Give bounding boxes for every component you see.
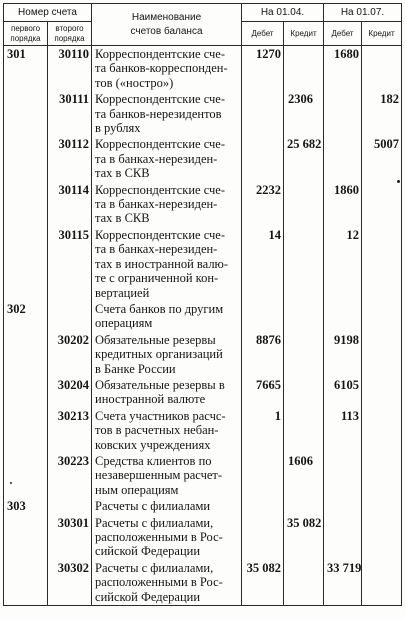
- account-name: [92, 560, 242, 606]
- period1-debit-value: 7665: [242, 377, 284, 408]
- second-order-account: 30301: [48, 515, 92, 560]
- first-order-account: 302: [4, 301, 48, 332]
- period2-debit-value: 1860: [324, 182, 362, 227]
- account-name: [92, 91, 242, 136]
- period2-credit-value: [362, 227, 402, 301]
- first-order-account: [4, 136, 48, 181]
- account-name-line: Счета участников расчс-: [95, 408, 226, 423]
- period1-credit-value: [284, 377, 324, 408]
- table-row: [4, 498, 402, 514]
- table-row: [4, 560, 402, 606]
- first-order-account: 301: [4, 46, 48, 92]
- account-name-line: незавершенным расчет-: [95, 468, 223, 483]
- period2-debit-value: [324, 136, 362, 181]
- account-name-line: тах в иностранной валю-: [95, 256, 229, 271]
- account-name-line: тах в СКВ: [95, 211, 150, 226]
- account-number-header: Номер счета: [4, 4, 92, 22]
- account-name-line: Средства клиентов по: [95, 453, 212, 468]
- second-order-header: [48, 22, 92, 46]
- account-name-line: ковских учреждениях: [95, 437, 211, 452]
- period2-credit-value: [362, 301, 402, 332]
- table-header: [4, 4, 402, 46]
- period2-debit-value: 6105: [324, 377, 362, 408]
- first-order-account: [4, 377, 48, 408]
- table-row: [4, 332, 402, 377]
- period2-debit-header: Дебет: [324, 22, 362, 46]
- period1-debit-value: 8876: [242, 332, 284, 377]
- period1-credit-value: [284, 46, 324, 92]
- table-row: [4, 408, 402, 453]
- second-order-account: 30112: [48, 136, 92, 181]
- account-name-line: кредитных организаций: [95, 347, 223, 362]
- period1-credit-value: [284, 408, 324, 453]
- first-order-account: [4, 560, 48, 606]
- period1-header: На 01.04.: [242, 4, 324, 22]
- account-name-line: та банков-корреспонден-: [95, 61, 228, 76]
- period2-credit-value: [362, 515, 402, 560]
- period1-credit-value: [284, 560, 324, 606]
- period1-debit-value: [242, 498, 284, 514]
- account-name-line: сийской Федерации: [95, 544, 201, 559]
- account-name-line: Корреспондентские сче-: [95, 137, 226, 152]
- period2-debit-value: 113: [324, 408, 362, 453]
- first-order-account: [4, 332, 48, 377]
- first-order-account: [4, 453, 48, 498]
- account-name-line: операциям: [95, 316, 153, 331]
- account-name-line: тах в СКВ: [95, 166, 150, 181]
- period2-credit-value: 182: [362, 91, 402, 136]
- period1-debit-value: [242, 91, 284, 136]
- period1-credit-value: 1606: [284, 453, 324, 498]
- print-speck: [397, 180, 400, 183]
- account-name-line: та в банках-нерезиден-: [95, 197, 218, 212]
- account-name: [92, 301, 242, 332]
- period1-debit-value: 1270: [242, 46, 284, 92]
- first-order-account: [4, 91, 48, 136]
- account-name-line: Корреспондентские сче-: [95, 92, 226, 107]
- period1-credit-header: Кредит: [284, 22, 324, 46]
- print-speck: [10, 482, 12, 484]
- table-row: [4, 301, 402, 332]
- second-order-account: 30110: [48, 46, 92, 92]
- order-header-label: второго порядка: [54, 23, 85, 43]
- table-row: [4, 46, 402, 92]
- period1-debit-value: [242, 453, 284, 498]
- first-order-account: [4, 408, 48, 453]
- first-order-account: [4, 227, 48, 301]
- account-name: [92, 227, 242, 301]
- period1-debit-header: Дебет: [242, 22, 284, 46]
- account-name-line: Корреспондентские сче-: [95, 182, 226, 197]
- period2-debit-value: 12: [324, 227, 362, 301]
- period2-credit-value: [362, 182, 402, 227]
- first-order-account: [4, 182, 48, 227]
- table-body: [4, 46, 402, 606]
- account-name-line: Счета банков по другим: [95, 301, 224, 316]
- period2-credit-value: [362, 498, 402, 514]
- period1-credit-value: [284, 301, 324, 332]
- period1-debit-value: 1: [242, 408, 284, 453]
- first-order-account: [4, 515, 48, 560]
- period2-debit-value: 1680: [324, 46, 362, 92]
- period2-debit-value: 9198: [324, 332, 362, 377]
- account-name-line: Расчеты с филиалами: [95, 499, 211, 514]
- second-order-account: [48, 301, 92, 332]
- order-header-label: первого порядка: [10, 23, 41, 43]
- period2-credit-value: 5007: [362, 136, 402, 181]
- first-order-header: [4, 22, 48, 46]
- period1-credit-value: 35 082: [284, 515, 324, 560]
- period2-credit-value: [362, 408, 402, 453]
- period2-debit-value: 33 719: [324, 560, 362, 606]
- period2-credit-value: [362, 332, 402, 377]
- table-row: [4, 515, 402, 560]
- period1-credit-value: [284, 182, 324, 227]
- period2-debit-value: [324, 91, 362, 136]
- account-name: [92, 46, 242, 92]
- account-name-line: та в банках-нерезиден-: [95, 151, 218, 166]
- account-name-line: Корреспондентские сче-: [95, 47, 226, 61]
- second-order-account: 30202: [48, 332, 92, 377]
- account-name-line: Обязательные резервы: [95, 332, 216, 347]
- period1-debit-value: 14: [242, 227, 284, 301]
- account-name-line: тов («ностро»): [95, 75, 174, 90]
- account-name-line: ным операциям: [95, 482, 179, 497]
- period2-credit-value: [362, 377, 402, 408]
- account-name: [92, 182, 242, 227]
- period2-header: На 01.07.: [324, 4, 402, 22]
- account-name-header-line2: счетов баланса: [130, 25, 203, 37]
- second-order-account: [48, 498, 92, 514]
- period2-credit-value: [362, 46, 402, 92]
- period1-credit-value: [284, 332, 324, 377]
- account-name-line: в Банке России: [95, 361, 176, 376]
- account-name-header: [92, 4, 242, 46]
- period2-credit-header: Кредит: [362, 22, 402, 46]
- period2-debit-value: [324, 498, 362, 514]
- table-row: [4, 227, 402, 301]
- account-name-line: Обязательные резервы в: [95, 377, 225, 392]
- account-name-line: тов в расчетных небан-: [95, 423, 219, 438]
- table-row: [4, 91, 402, 136]
- account-name: [92, 332, 242, 377]
- account-name-line: сийской Федерации: [95, 589, 201, 604]
- second-order-account: 30213: [48, 408, 92, 453]
- period1-credit-value: 25 682: [284, 136, 324, 181]
- account-name-line: та в банках-нерезиден-: [95, 242, 218, 257]
- account-name-line: та банков-нерезидентов: [95, 106, 222, 121]
- period1-debit-value: [242, 515, 284, 560]
- account-name-header-line1: Наименование: [131, 11, 202, 23]
- account-name: [92, 408, 242, 453]
- account-name-line: в рублях: [95, 121, 141, 136]
- account-name: [92, 498, 242, 514]
- account-name-line: Корреспондентские сче-: [95, 227, 226, 242]
- period2-debit-value: [324, 453, 362, 498]
- period1-debit-value: [242, 136, 284, 181]
- second-order-account: 30223: [48, 453, 92, 498]
- table-row: [4, 182, 402, 227]
- account-name-line: расположенными в Рос-: [95, 530, 223, 544]
- balance-accounts-table: [3, 3, 402, 606]
- second-order-account: 30204: [48, 377, 92, 408]
- account-name: [92, 515, 242, 560]
- account-name-line: те с ограниченной кон-: [95, 271, 219, 286]
- period1-debit-value: 2232: [242, 182, 284, 227]
- account-name-line: Расчеты с филиалами,: [95, 515, 214, 530]
- account-name-line: расположенными в Рос-: [95, 575, 223, 590]
- period1-credit-value: [284, 227, 324, 301]
- account-name-line: Расчеты с филиалами,: [95, 560, 214, 575]
- period1-debit-value: [242, 301, 284, 332]
- second-order-account: 30115: [48, 227, 92, 301]
- period2-debit-value: [324, 301, 362, 332]
- second-order-account: 30302: [48, 560, 92, 606]
- account-name: [92, 136, 242, 181]
- table-row: [4, 453, 402, 498]
- account-name-line: иностранной валюте: [95, 392, 206, 407]
- second-order-account: 30114: [48, 182, 92, 227]
- table-row: [4, 136, 402, 181]
- period2-credit-value: [362, 560, 402, 606]
- table-row: [4, 377, 402, 408]
- period2-credit-value: [362, 453, 402, 498]
- first-order-account: 303: [4, 498, 48, 514]
- account-name: [92, 453, 242, 498]
- account-name: [92, 377, 242, 408]
- period1-credit-value: 2306: [284, 91, 324, 136]
- period2-debit-value: [324, 515, 362, 560]
- second-order-account: 30111: [48, 91, 92, 136]
- account-name-line: вертацией: [95, 285, 150, 300]
- period1-credit-value: [284, 498, 324, 514]
- period1-debit-value: 35 082: [242, 560, 284, 606]
